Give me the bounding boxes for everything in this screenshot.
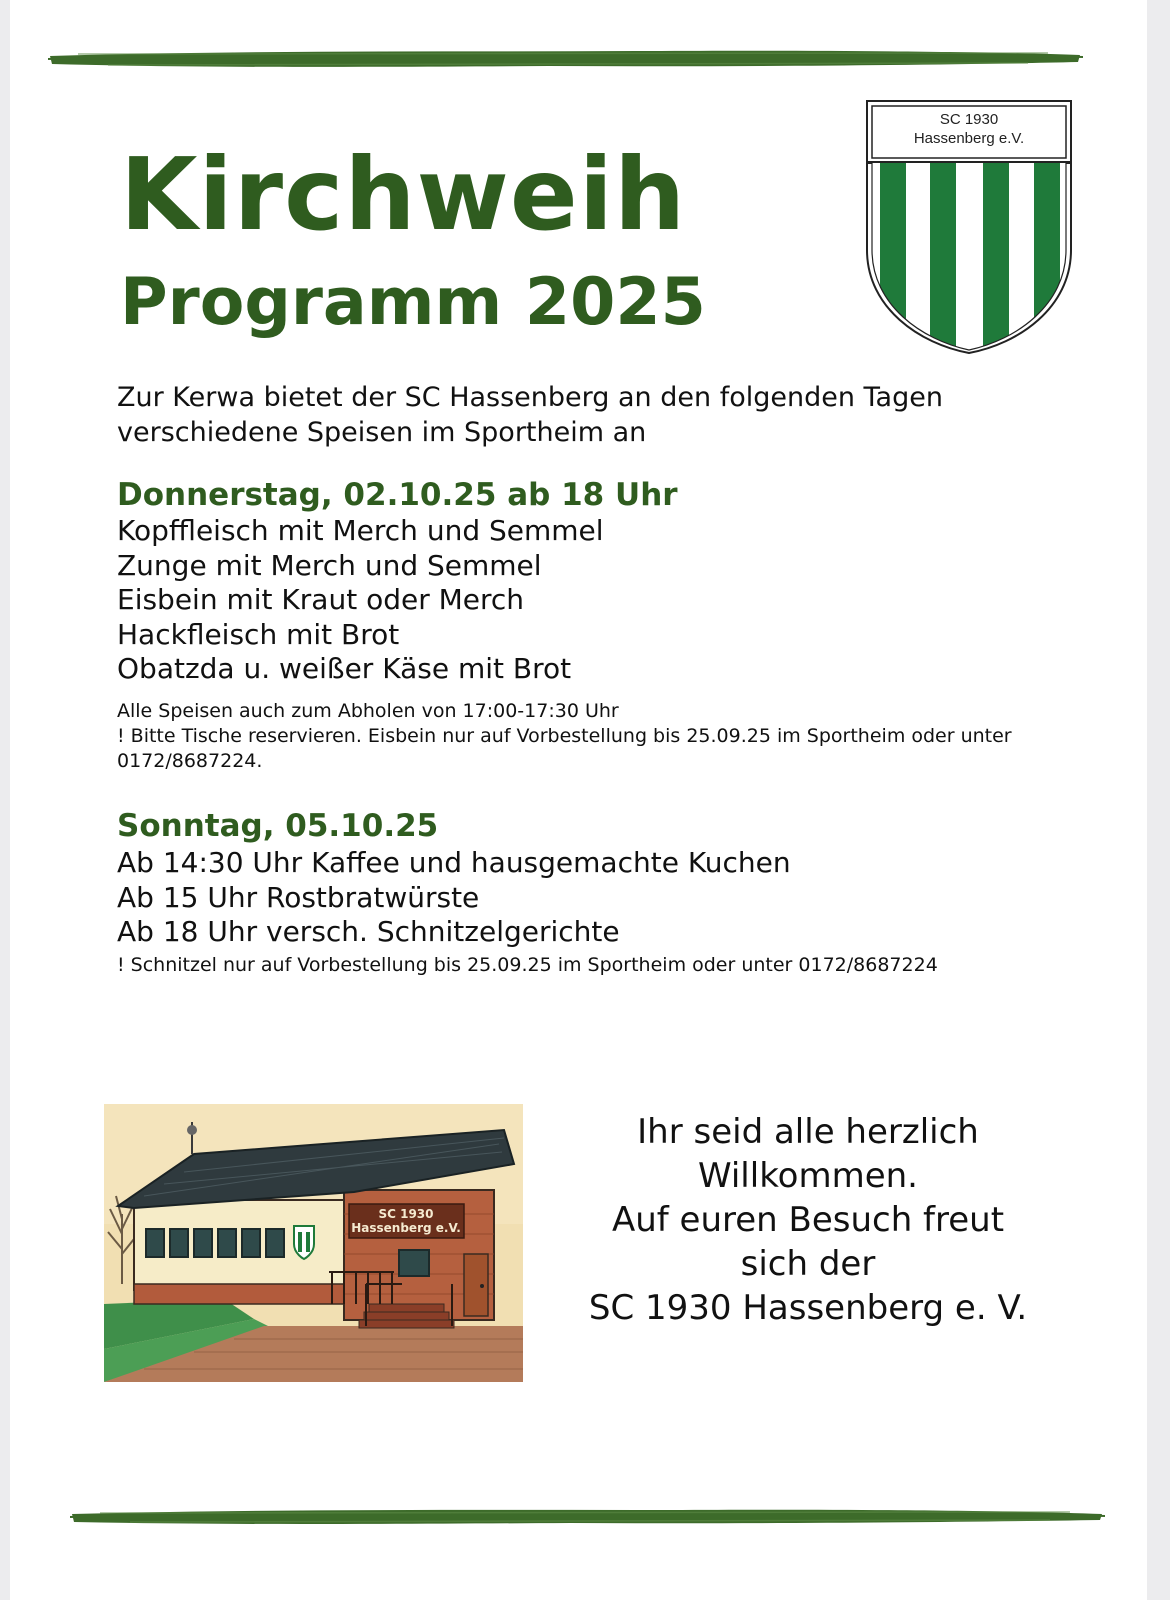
top-brush-stroke <box>48 46 1083 72</box>
menu-item: Ab 18 Uhr versch. Schnitzelgerichte <box>117 915 620 948</box>
intro-text: Zur Kerwa bietet der SC Hassenberg an den folgenden Tagen verschiedene Speisen im Sportheim an <box>117 382 943 448</box>
bottom-brush-stroke <box>70 1506 1105 1528</box>
menu-item: Eisbein mit Kraut oder Merch <box>117 583 525 616</box>
menu-item: Zunge mit Merch und Semmel <box>117 548 542 582</box>
welcome-line: sich der <box>740 1244 876 1284</box>
club-crest <box>866 100 1072 354</box>
welcome-line: Ihr seid alle herzlich <box>637 1112 979 1152</box>
menu-list-thursday <box>117 514 604 687</box>
reservation-note: ! Bitte Tische reservieren. Eisbein nur auf Vorbestellung bis 25.09.25 im Sportheim oder unter 0172/8687224. <box>117 725 1012 772</box>
menu-item: Hackfleisch mit Brot <box>117 617 400 651</box>
welcome-message <box>558 1110 1058 1330</box>
day-heading-sunday: Sonntag, 05.10.25 <box>117 808 439 844</box>
flyer-page <box>10 0 1147 1600</box>
sign-line2: Hassenberg e.V. <box>351 1221 461 1235</box>
page-subtitle: Programm 2025 <box>120 265 706 340</box>
sign-line1: SC 1930 <box>378 1207 434 1221</box>
welcome-line: Auf euren Besuch freut <box>611 1200 1005 1240</box>
day-heading-thursday: Donnerstag, 02.10.25 ab 18 Uhr <box>117 477 678 513</box>
menu-list-sunday <box>117 846 791 950</box>
menu-item: Ab 14:30 Uhr Kaffee und hausgemachte Kuchen <box>117 846 791 879</box>
clubhouse-illustration <box>104 1104 523 1382</box>
crest-label-line2: Hassenberg e.V. <box>913 130 1025 147</box>
pickup-note: Alle Speisen auch zum Abholen von 17:00-17:30 Uhr <box>117 700 619 722</box>
welcome-line: Willkommen. <box>697 1156 918 1196</box>
crest-label <box>866 110 1072 148</box>
schnitzel-note: ! Schnitzel nur auf Vorbestellung bis 25.09.25 im Sportheim oder unter 0172/8687224 <box>117 954 938 976</box>
menu-item: Obatzda u. weißer Käse mit Brot <box>117 652 572 685</box>
welcome-line: SC 1930 Hassenberg e. V. <box>588 1288 1028 1328</box>
page-title: Kirchweih <box>120 136 687 253</box>
menu-item: Ab 15 Uhr Rostbratwürste <box>117 880 480 914</box>
crest-label-line1: SC 1930 <box>939 111 999 128</box>
menu-item: Kopffleisch mit Merch und Semmel <box>117 514 604 547</box>
